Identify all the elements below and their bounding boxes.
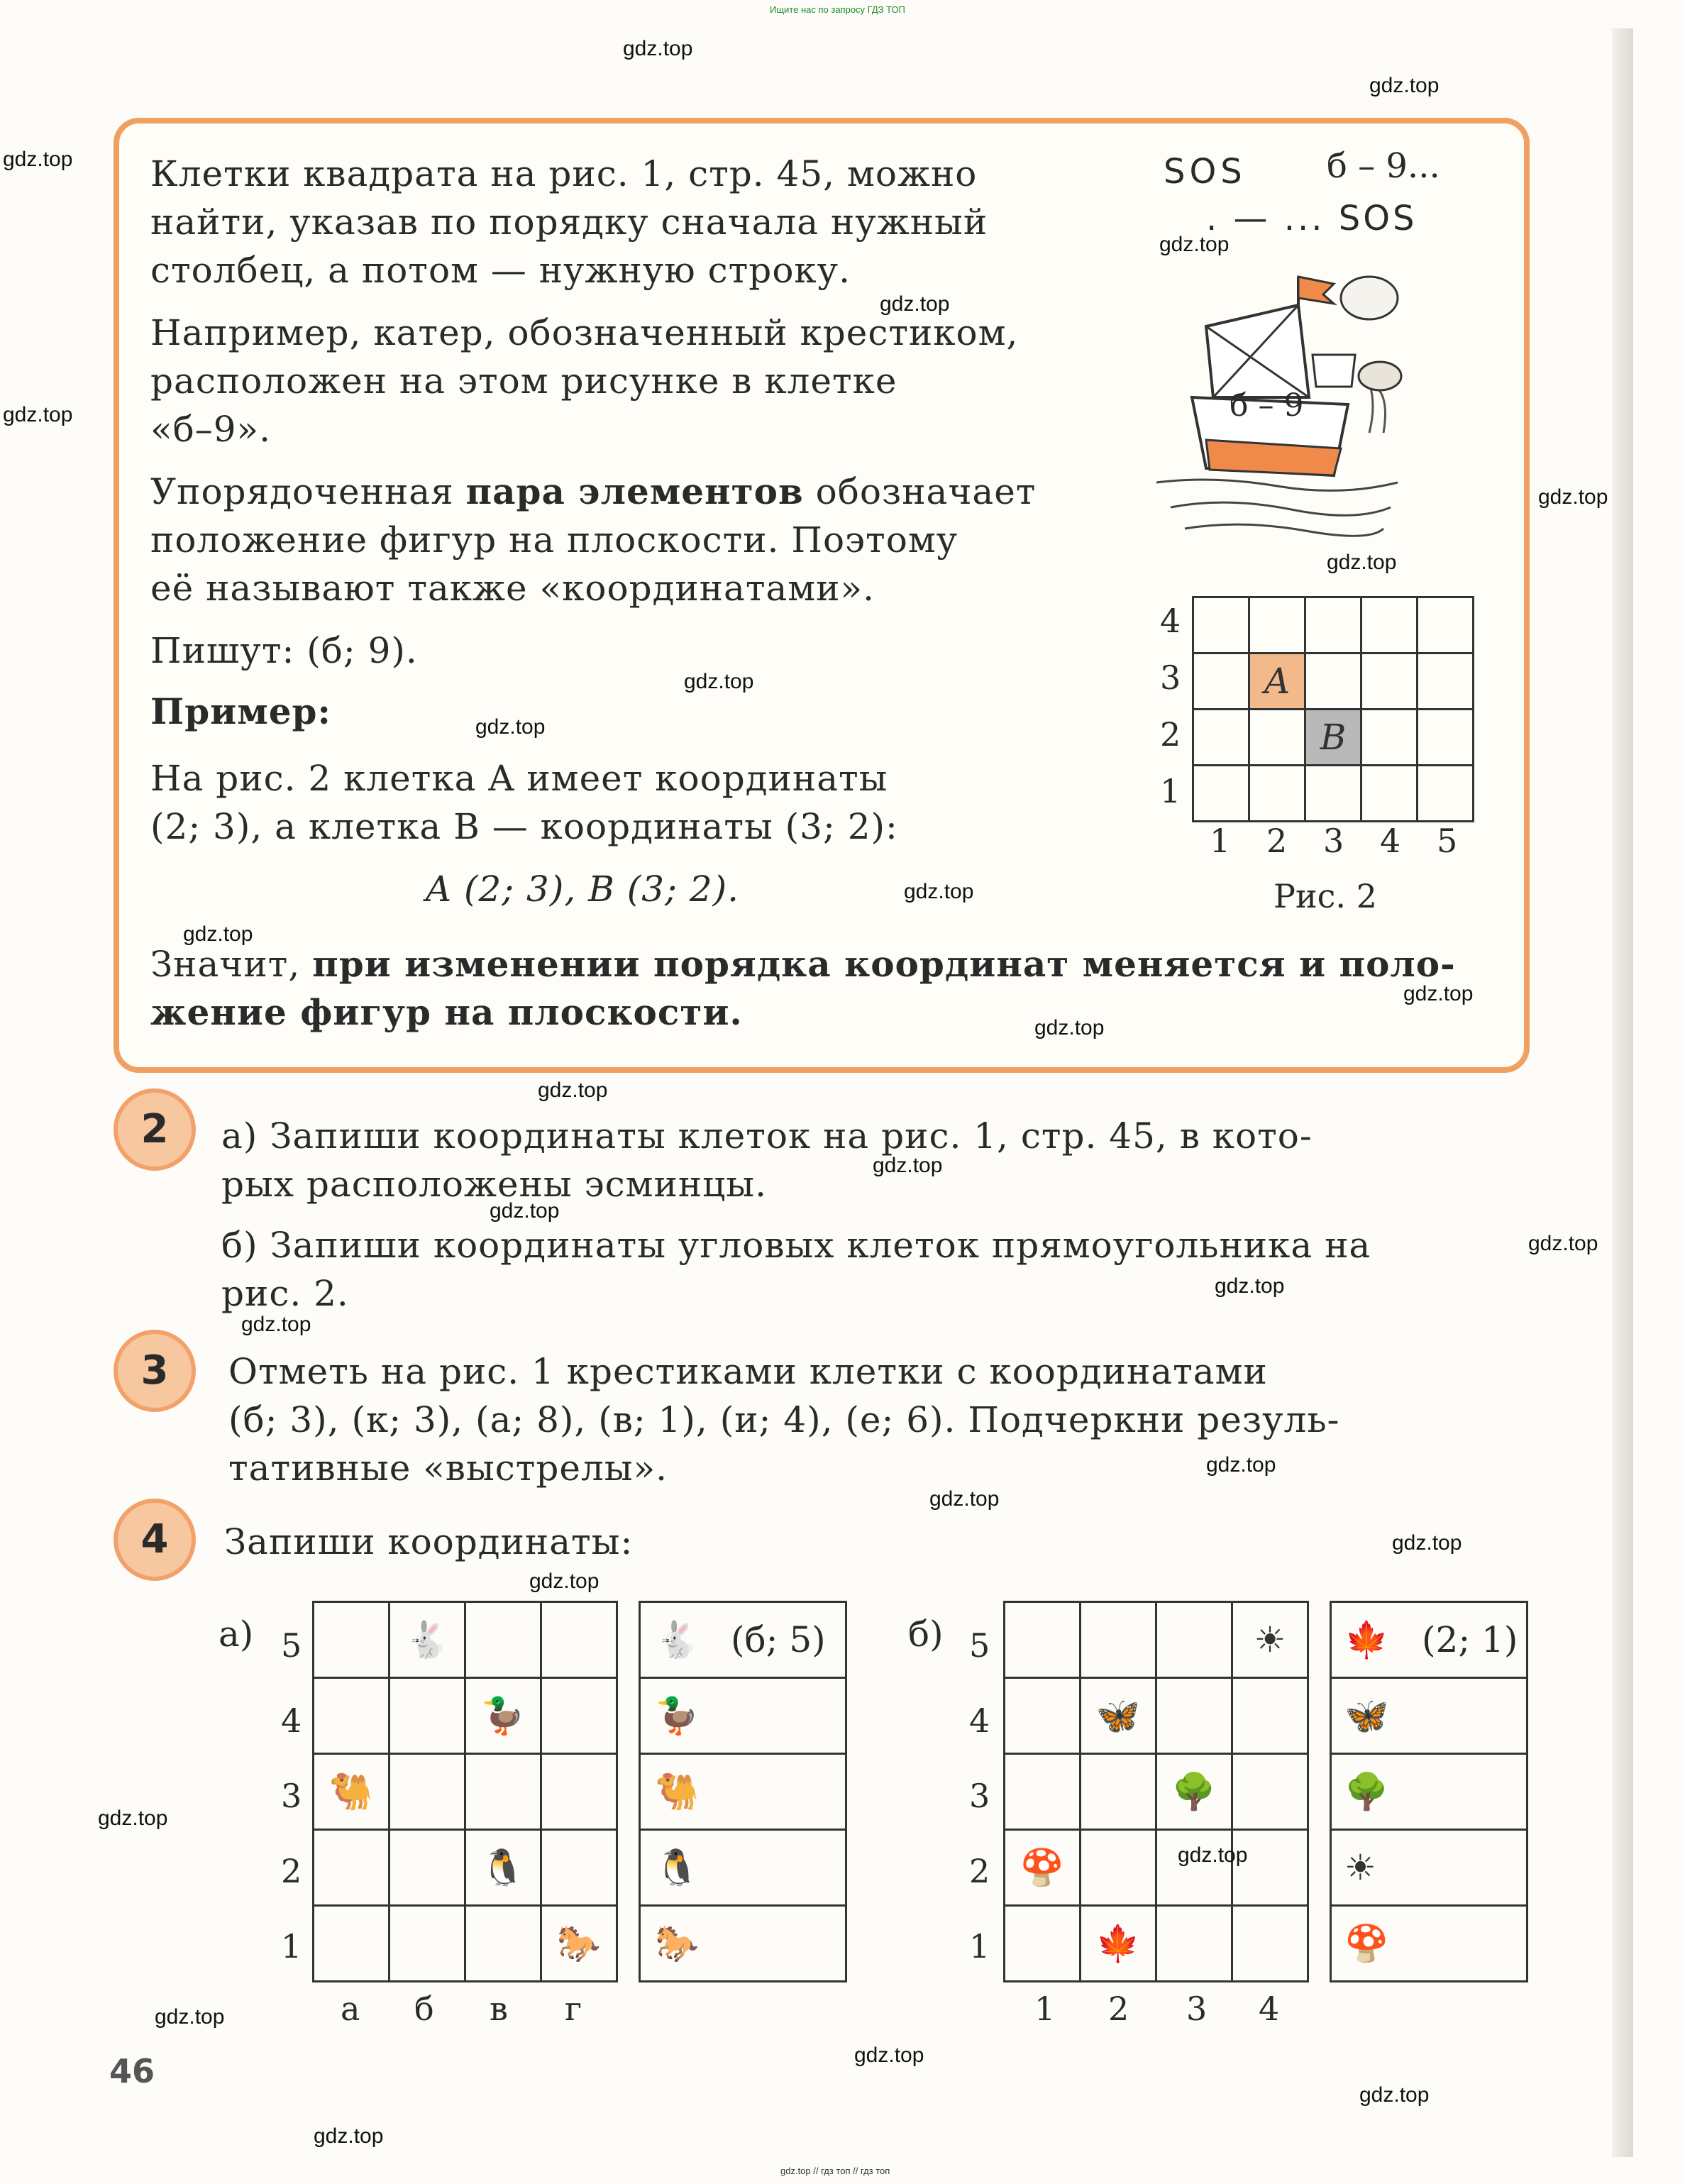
task4-part-b: б) — [908, 1614, 944, 1655]
grid-cell — [541, 1678, 617, 1754]
watermark: gdz.top — [538, 1079, 608, 1102]
grid-a-row-label: 5 — [281, 1626, 302, 1665]
rabbit-icon: 🐇 — [390, 1602, 465, 1678]
task-2-line1: а) Запиши координаты клеток на рис. 1, стр. 45, в кото- — [221, 1115, 1313, 1157]
fig2-cell — [1418, 597, 1474, 653]
hull-label: б – 9 — [1230, 387, 1304, 424]
watermark: gdz.top — [623, 37, 693, 60]
task-3-line3: тативные «выстрелы». — [228, 1447, 668, 1489]
fig2-cell — [1249, 766, 1305, 822]
grid-b-col-label: 1 — [1034, 1990, 1056, 2028]
rabbit-icon: 🐇 — [640, 1602, 846, 1678]
theory-p1-line1: Клетки квадрата на рис. 1, стр. 45, можно — [150, 153, 978, 194]
fig2-cell — [1361, 710, 1418, 766]
grid-a-col-label: а — [341, 1990, 360, 2028]
leaf-icon: 🍁 — [1331, 1602, 1527, 1678]
grid-b-col-label: 3 — [1186, 1990, 1208, 2028]
sun-icon: ☀ — [1331, 1830, 1527, 1906]
theory-p3-line3: её называют также «координатами». — [150, 568, 875, 609]
task-3-line2: (б; 3), (к; 3), (а; 8), (в; 1), (и; 4), (е; 6). Подчеркни резуль- — [228, 1399, 1340, 1440]
grid-cell — [1081, 1830, 1156, 1906]
fig2-col-label: 2 — [1266, 822, 1288, 860]
fig2-cell — [1361, 766, 1418, 822]
grid-cell — [1232, 1754, 1308, 1830]
grid-cell — [541, 1830, 617, 1906]
tree-icon: 🌳 — [1156, 1754, 1232, 1830]
grid-cell — [390, 1754, 465, 1830]
grid-a-col-label: б — [414, 1990, 434, 2028]
watermark: gdz.top — [155, 2005, 225, 2029]
grid-a-row-label: 1 — [281, 1927, 302, 1965]
watermark: gdz.top — [854, 2044, 924, 2067]
page-edge-shadow — [1612, 28, 1633, 2157]
grid-cell — [465, 1602, 541, 1678]
theory-p2-line2: расположен на этом рисунке в клетке — [150, 360, 897, 402]
top-note: Ищите нас по запросу ГДЗ ТОП — [770, 4, 905, 15]
camel-icon: 🐫 — [640, 1754, 846, 1830]
watermark: gdz.top — [529, 1570, 600, 1593]
grid-b-row-label: 2 — [969, 1852, 990, 1890]
fig2-row-label: 2 — [1160, 715, 1181, 754]
fig2-row-label: 1 — [1160, 772, 1181, 810]
grid-cell — [1232, 1678, 1308, 1754]
grid-cell — [1156, 1678, 1232, 1754]
grid-b-row-label: 4 — [969, 1702, 990, 1740]
fig2-row-label: 4 — [1160, 602, 1181, 640]
grid-cell — [1156, 1602, 1232, 1678]
tree-icon: 🌳 — [1331, 1754, 1527, 1830]
code-top: б – 9... — [1327, 146, 1440, 186]
theory-writing: Пишут: (б; 9). — [150, 630, 418, 671]
grid-cell — [541, 1602, 617, 1678]
duck-icon: 🦆 — [465, 1678, 541, 1754]
fig2-col-label: 4 — [1380, 822, 1401, 860]
watermark: gdz.top — [1392, 1531, 1462, 1555]
grid-a-col-label: г — [565, 1990, 582, 2028]
grid-cell — [390, 1906, 465, 1982]
theory-p3-line2: положение фигур на плоскости. Поэтому — [150, 519, 958, 561]
grid-cell — [1156, 1906, 1232, 1982]
watermark: gdz.top — [1215, 1274, 1285, 1298]
fig2-cell — [1305, 597, 1361, 653]
grid-cell — [1081, 1602, 1156, 1678]
grid-cell — [1005, 1602, 1081, 1678]
watermark: gdz.top — [880, 292, 950, 316]
page-number: 46 — [109, 2052, 155, 2090]
fig2-col-label: 3 — [1323, 822, 1344, 860]
fig2-cell-b: B — [1305, 710, 1361, 766]
mushroom-icon: 🍄 — [1331, 1906, 1527, 1982]
grid-cell — [465, 1754, 541, 1830]
grid-cell — [465, 1906, 541, 1982]
watermark: gdz.top — [490, 1199, 560, 1223]
watermark: gdz.top — [1206, 1453, 1276, 1477]
task-3-badge: 3 — [114, 1330, 196, 1412]
theory-p2-line1: Например, катер, обозначенный крестиком, — [150, 312, 1019, 353]
horse-icon: 🐎 — [640, 1906, 846, 1982]
grid-a-row-label: 2 — [281, 1852, 302, 1890]
example-label: Пример: — [150, 690, 331, 732]
fig2-row-label: 3 — [1160, 658, 1181, 697]
grid-cell — [1005, 1678, 1081, 1754]
grid-cell — [1156, 1830, 1232, 1906]
watermark: gdz.top — [684, 670, 754, 693]
theory-p1-line2: найти, указав по порядку сначала нужный — [150, 202, 988, 243]
fig2-grid — [1192, 596, 1474, 822]
conclusion-bold: при изменении порядка координат меняется и поло- — [312, 943, 1456, 985]
fig2-cell — [1193, 710, 1249, 766]
grid-b-row-label: 1 — [969, 1927, 990, 1965]
grid-b-col-label: 4 — [1259, 1990, 1280, 2028]
grid-cell — [390, 1830, 465, 1906]
grid-cell — [314, 1602, 390, 1678]
grid-cell — [1232, 1906, 1308, 1982]
watermark: gdz.top — [3, 403, 73, 426]
watermark: gdz.top — [1359, 2083, 1430, 2107]
fig2-cell — [1193, 653, 1249, 710]
theory-p3-end: обозначает — [803, 471, 1037, 512]
watermark: gdz.top — [475, 715, 546, 739]
bottom-note: gdz.top // гдз топ // гдз топ — [780, 2166, 890, 2176]
mushroom-icon: 🍄 — [1005, 1830, 1081, 1906]
watermark: gdz.top — [183, 922, 253, 946]
fig2-cell — [1305, 653, 1361, 710]
watermark: gdz.top — [1538, 485, 1608, 509]
theory-p2-line3: «б–9». — [150, 409, 271, 450]
theory-p3-start: Упорядоченная — [150, 471, 466, 512]
example-line3: A (2; 3), B (3; 2). — [426, 868, 740, 910]
grid-a-col-label: в — [490, 1990, 508, 2028]
conclusion-start: Значит, — [150, 944, 313, 985]
grid-cell — [1005, 1906, 1081, 1982]
fig2-caption: Рис. 2 — [1274, 877, 1377, 915]
fig2-cell — [1249, 597, 1305, 653]
watermark: gdz.top — [873, 1154, 943, 1177]
penguin-icon: 🐧 — [640, 1830, 846, 1906]
watermark: gdz.top — [1034, 1016, 1105, 1039]
task-2-line3: б) Запиши координаты угловых клеток прямоугольника на — [221, 1225, 1371, 1266]
watermark: gdz.top — [904, 880, 974, 903]
fig2-cell — [1418, 653, 1474, 710]
grid-b-row-label: 3 — [969, 1777, 990, 1815]
butterfly-icon: 🦋 — [1331, 1678, 1527, 1754]
watermark: gdz.top — [1403, 982, 1474, 1005]
conclusion-line1 — [150, 941, 1456, 988]
fig2-cell — [1418, 710, 1474, 766]
fig2-cell — [1305, 766, 1361, 822]
fig2-col-label: 5 — [1437, 822, 1458, 860]
watermark: gdz.top — [1327, 551, 1397, 574]
grid-a-row-label: 3 — [281, 1777, 302, 1815]
fig2-col-label: 1 — [1210, 822, 1231, 860]
task4-part-a: а) — [219, 1614, 254, 1655]
grid-b-row-label: 5 — [969, 1626, 990, 1665]
grid-cell — [314, 1678, 390, 1754]
fig2-cell — [1361, 597, 1418, 653]
task-2-line2: рых расположены эсминцы. — [221, 1164, 767, 1205]
fig2-cell — [1193, 597, 1249, 653]
grid-cell — [1232, 1830, 1308, 1906]
task-2-badge: 2 — [114, 1088, 196, 1171]
watermark: gdz.top — [1528, 1232, 1598, 1255]
grid-a-answer: (б; 5) — [731, 1619, 826, 1660]
grid-cell — [314, 1906, 390, 1982]
task-3-line1: Отметь на рис. 1 крестиками клетки с координатами — [228, 1351, 1268, 1392]
fig2-cell — [1361, 653, 1418, 710]
grid-cell — [314, 1830, 390, 1906]
leaf-icon: 🍁 — [1081, 1906, 1156, 1982]
watermark: gdz.top — [929, 1487, 1000, 1511]
watermark: gdz.top — [1159, 233, 1230, 256]
sos-top: SOS — [1164, 152, 1247, 192]
task-2-line4: рис. 2. — [221, 1273, 349, 1314]
sun-icon: ☀ — [1232, 1602, 1308, 1678]
grid-cell — [1005, 1754, 1081, 1830]
watermark: gdz.top — [314, 2124, 384, 2148]
butterfly-icon: 🦋 — [1081, 1678, 1156, 1754]
grid-b-answer: (2; 1) — [1422, 1619, 1518, 1660]
penguin-icon: 🐧 — [465, 1830, 541, 1906]
watermark: gdz.top — [98, 1807, 168, 1830]
example-line2: (2; 3), а клетка B — координаты (3; 2): — [150, 806, 898, 847]
fig2-cell — [1418, 766, 1474, 822]
watermark: gdz.top — [1178, 1843, 1248, 1867]
fig2-cell — [1249, 710, 1305, 766]
duck-icon: 🦆 — [640, 1678, 846, 1754]
task-4-badge: 4 — [114, 1499, 196, 1581]
theory-p3-bold: пара элементов — [465, 470, 804, 512]
theory-p1-line3: столбец, а потом — нужную строку. — [150, 250, 851, 291]
theory-p3-line1 — [150, 468, 1036, 515]
sos-bottom: . — ... SOS — [1206, 199, 1418, 238]
conclusion-line2: жение фигур на плоскости. — [150, 991, 743, 1033]
horse-icon: 🐎 — [541, 1906, 617, 1982]
grid-a-row-label: 4 — [281, 1702, 302, 1740]
fig2-cell — [1193, 766, 1249, 822]
camel-icon: 🐫 — [314, 1754, 390, 1830]
task-4-line1: Запиши координаты: — [224, 1521, 634, 1562]
grid-cell — [390, 1678, 465, 1754]
grid-cell — [1081, 1754, 1156, 1830]
task4-grid-b-left — [1003, 1601, 1309, 1982]
example-line1: На рис. 2 клетка A имеет координаты — [150, 758, 888, 799]
task4-grid-a-left — [312, 1601, 618, 1982]
watermark: gdz.top — [241, 1313, 311, 1336]
grid-cell — [541, 1754, 617, 1830]
watermark: gdz.top — [1369, 74, 1440, 97]
fig2-cell-a: A — [1249, 653, 1305, 710]
grid-b-col-label: 2 — [1108, 1990, 1129, 2028]
watermark: gdz.top — [3, 148, 73, 171]
